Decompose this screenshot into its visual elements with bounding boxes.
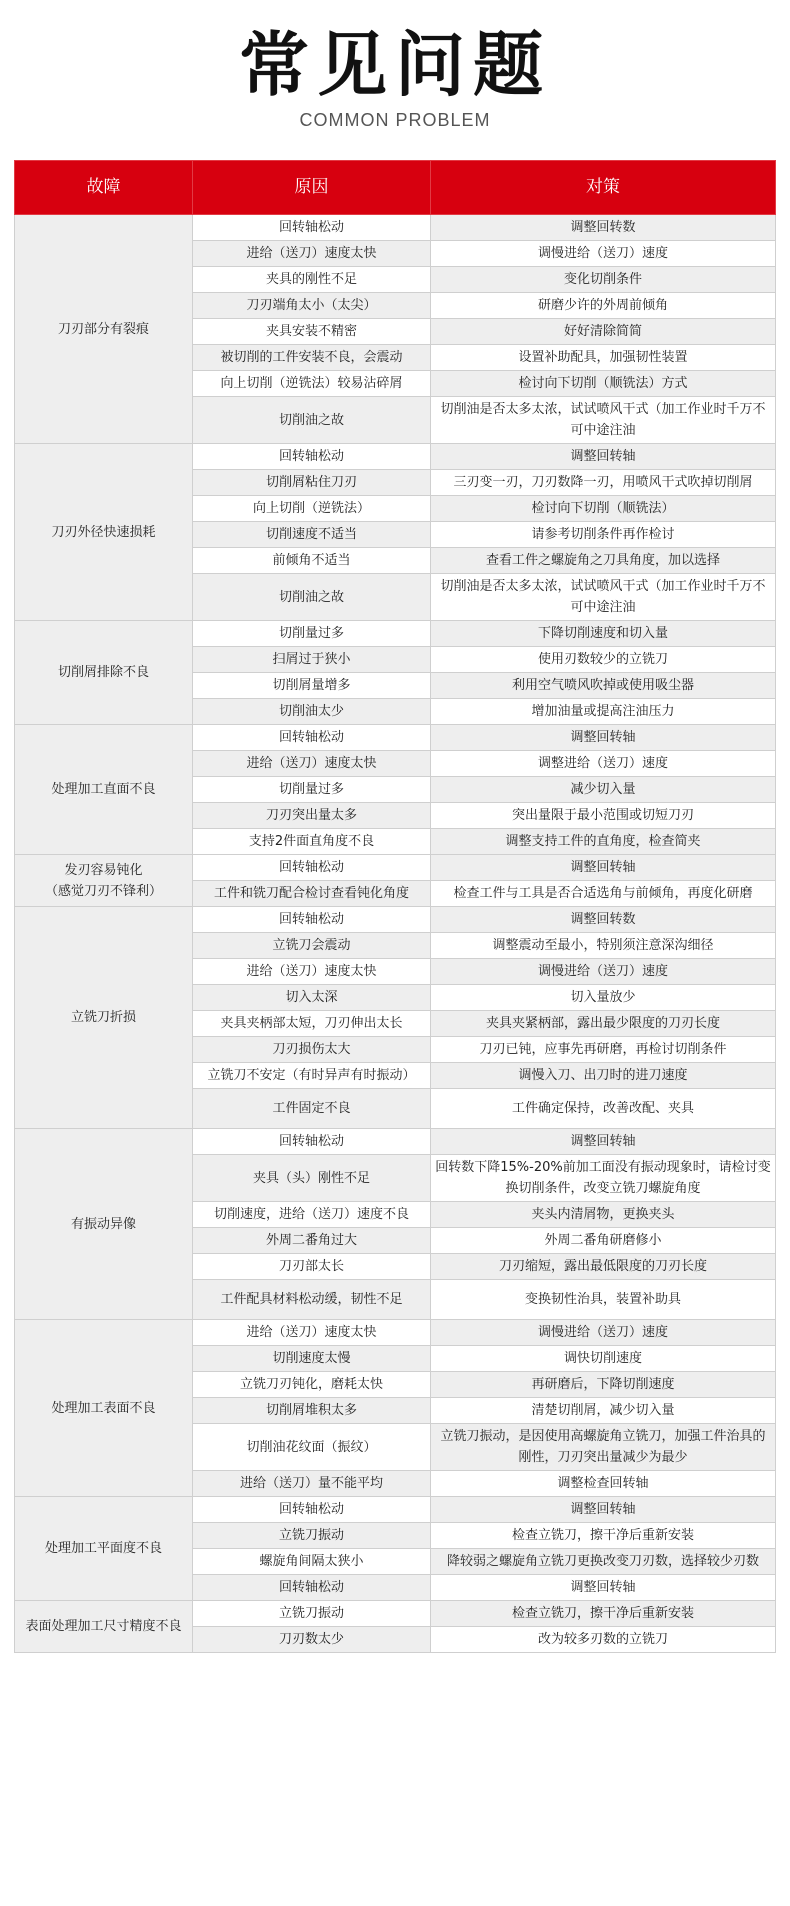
solution-cell: 调整回转轴 — [431, 725, 776, 751]
cause-cell: 夹具的刚性不足 — [193, 267, 431, 293]
solution-cell: 刀刃缩短，露出最低限度的刀刃长度 — [431, 1254, 776, 1280]
solution-cell: 使用刃数较少的立铣刀 — [431, 647, 776, 673]
cause-cell: 立铣刀刃钝化，磨耗太快 — [193, 1372, 431, 1398]
cause-cell: 工件和铣刀配合检讨查看钝化角度 — [193, 881, 431, 907]
solution-cell: 检查立铣刀，擦干净后重新安装 — [431, 1523, 776, 1549]
cause-cell: 夹具（头）刚性不足 — [193, 1155, 431, 1202]
cause-cell: 向上切削（逆铣法）较易沾碎屑 — [193, 371, 431, 397]
cause-cell: 刀刃部太长 — [193, 1254, 431, 1280]
cause-cell: 被切削的工件安装不良，会震动 — [193, 345, 431, 371]
cause-cell: 切削屑堆积太多 — [193, 1398, 431, 1424]
solution-cell: 调整回转轴 — [431, 444, 776, 470]
cause-cell: 切削油之故 — [193, 397, 431, 444]
solution-cell: 切削油是否太多太浓，试试喷风干式（加工作业时千万不可中途注油 — [431, 397, 776, 444]
cause-cell: 工件配具材料松动缓，韧性不足 — [193, 1280, 431, 1320]
table-body — [15, 215, 776, 1653]
cause-cell: 刀刃突出量太多 — [193, 803, 431, 829]
cause-cell: 外周二番角过大 — [193, 1228, 431, 1254]
solution-cell: 回转数下降15%-20%前加工面没有振动现象时，请检讨变换切削条件，改变立铣刀螺旋角度 — [431, 1155, 776, 1202]
cause-cell: 进给（送刀）速度太快 — [193, 1320, 431, 1346]
cause-cell: 立铣刀会震动 — [193, 933, 431, 959]
cause-cell: 回转轴松动 — [193, 1497, 431, 1523]
fault-cell: 处理加工表面不良 — [15, 1320, 193, 1497]
solution-cell: 工件确定保持，改善改配、夹具 — [431, 1089, 776, 1129]
column-header-cause: 原因 — [193, 161, 431, 215]
cause-cell: 切削屑量增多 — [193, 673, 431, 699]
cause-cell: 支持2件面直角度不良 — [193, 829, 431, 855]
solution-cell: 变化切削条件 — [431, 267, 776, 293]
cause-cell: 进给（送刀）速度太快 — [193, 959, 431, 985]
table-row — [15, 215, 776, 241]
cause-cell: 切削油之故 — [193, 574, 431, 621]
cause-cell: 回转轴松动 — [193, 725, 431, 751]
solution-cell: 调慢进给（送刀）速度 — [431, 1320, 776, 1346]
cause-cell: 前倾角不适当 — [193, 548, 431, 574]
cause-cell: 刀刃数太少 — [193, 1627, 431, 1653]
cause-cell: 立铣刀不安定（有时异声有时振动） — [193, 1063, 431, 1089]
solution-cell: 切入量放少 — [431, 985, 776, 1011]
solution-cell: 调整回转轴 — [431, 1129, 776, 1155]
solution-cell: 三刃变一刃，刀刃数降一刃，用喷风干式吹掉切削屑 — [431, 470, 776, 496]
cause-cell: 立铣刀振动 — [193, 1601, 431, 1627]
solution-cell: 清楚切削屑，减少切入量 — [431, 1398, 776, 1424]
table-row — [15, 1320, 776, 1346]
solution-cell: 突出量限于最小范围或切短刀刃 — [431, 803, 776, 829]
solution-cell: 调整回转数 — [431, 215, 776, 241]
solution-cell: 调整进给（送刀）速度 — [431, 751, 776, 777]
table-row — [15, 1129, 776, 1155]
solution-cell: 外周二番角研磨修小 — [431, 1228, 776, 1254]
cause-cell: 切削油花纹面（振纹） — [193, 1424, 431, 1471]
solution-cell: 切削油是否太多太浓，试试喷风干式（加工作业时千万不可中途注油 — [431, 574, 776, 621]
fault-cell: 切削屑排除不良 — [15, 621, 193, 725]
table-row — [15, 1497, 776, 1523]
cause-cell: 切削速度不适当 — [193, 522, 431, 548]
page-header — [0, 0, 790, 160]
table-row — [15, 444, 776, 470]
solution-cell: 请参考切削条件再作检讨 — [431, 522, 776, 548]
cause-cell: 螺旋角间隔太狭小 — [193, 1549, 431, 1575]
solution-cell: 增加油量或提高注油压力 — [431, 699, 776, 725]
solution-cell: 检查工件与工具是否合适选角与前倾角，再度化研磨 — [431, 881, 776, 907]
cause-cell: 切削速度太慢 — [193, 1346, 431, 1372]
cause-cell: 切削屑粘住刀刃 — [193, 470, 431, 496]
fault-cell: 处理加工直面不良 — [15, 725, 193, 855]
column-header-solution: 对策 — [431, 161, 776, 215]
cause-cell: 回转轴松动 — [193, 855, 431, 881]
cause-cell: 进给（送刀）速度太快 — [193, 241, 431, 267]
cause-cell: 立铣刀振动 — [193, 1523, 431, 1549]
solution-cell: 研磨少许的外周前倾角 — [431, 293, 776, 319]
cause-cell: 进给（送刀）速度太快 — [193, 751, 431, 777]
solution-cell: 好好清除简简 — [431, 319, 776, 345]
table-row — [15, 907, 776, 933]
fault-cell: 处理加工平面度不良 — [15, 1497, 193, 1601]
cause-cell: 进给（送刀）量不能平均 — [193, 1471, 431, 1497]
solution-cell: 利用空气喷风吹掉或使用吸尘器 — [431, 673, 776, 699]
solution-cell: 调整回转轴 — [431, 855, 776, 881]
column-header-fault: 故障 — [15, 161, 193, 215]
solution-cell: 调慢入刀、出刀时的进刀速度 — [431, 1063, 776, 1089]
cause-cell: 回转轴松动 — [193, 907, 431, 933]
solution-cell: 查看工件之螺旋角之刀具角度，加以选择 — [431, 548, 776, 574]
header-row — [15, 161, 776, 215]
cause-cell: 扫屑过于狭小 — [193, 647, 431, 673]
table-row — [15, 1601, 776, 1627]
fault-cell: 有振动异像 — [15, 1129, 193, 1320]
faq-table — [14, 160, 776, 1653]
cause-cell: 向上切削（逆铣法） — [193, 496, 431, 522]
solution-cell: 刀刃已钝，应事先再研磨，再检讨切削条件 — [431, 1037, 776, 1063]
solution-cell: 调慢进给（送刀）速度 — [431, 241, 776, 267]
fault-cell: 刀刃部分有裂痕 — [15, 215, 193, 444]
solution-cell: 调整回转轴 — [431, 1575, 776, 1601]
solution-cell: 减少切入量 — [431, 777, 776, 803]
table-row — [15, 855, 776, 881]
solution-cell: 检讨向下切削（顺铣法）方式 — [431, 371, 776, 397]
table-header — [15, 161, 776, 215]
table-row — [15, 725, 776, 751]
fault-cell: 立铣刀折损 — [15, 907, 193, 1129]
solution-cell: 调整震动至最小，特别须注意深沟细径 — [431, 933, 776, 959]
cause-cell: 刀刃损伤太大 — [193, 1037, 431, 1063]
solution-cell: 变换韧性治具，装置补助具 — [431, 1280, 776, 1320]
solution-cell: 调整回转数 — [431, 907, 776, 933]
cause-cell: 夹具夹柄部太短，刀刃伸出太长 — [193, 1011, 431, 1037]
solution-cell: 改为较多刃数的立铣刀 — [431, 1627, 776, 1653]
solution-cell: 调快切削速度 — [431, 1346, 776, 1372]
solution-cell: 立铣刀振动，是因使用高螺旋角立铣刀，加强工件治具的刚性，刀刃突出量减少为最少 — [431, 1424, 776, 1471]
solution-cell: 调慢进给（送刀）速度 — [431, 959, 776, 985]
solution-cell: 调整检查回转轴 — [431, 1471, 776, 1497]
cause-cell: 刀刃端角太小（太尖） — [193, 293, 431, 319]
solution-cell: 调整支持工件的直角度，检查简夹 — [431, 829, 776, 855]
cause-cell: 切削油太少 — [193, 699, 431, 725]
solution-cell: 设置补助配具，加强韧性装置 — [431, 345, 776, 371]
solution-cell: 降较弱之螺旋角立铣刀更换改变刀刃数，选择较少刃数 — [431, 1549, 776, 1575]
cause-cell: 回转轴松动 — [193, 215, 431, 241]
cause-cell: 工件固定不良 — [193, 1089, 431, 1129]
cause-cell: 切削量过多 — [193, 777, 431, 803]
solution-cell: 夹具夹紧柄部，露出最少限度的刀刃长度 — [431, 1011, 776, 1037]
page-title: 常见问题 — [239, 24, 551, 106]
fault-cell: 发刃容易钝化 （感觉刀刃不锋利） — [15, 855, 193, 907]
page-subtitle: COMMON PROBLEM — [299, 110, 491, 130]
cause-cell: 夹具安装不精密 — [193, 319, 431, 345]
table-row — [15, 621, 776, 647]
cause-cell: 回转轴松动 — [193, 1575, 431, 1601]
cause-cell: 回转轴松动 — [193, 1129, 431, 1155]
solution-cell: 检查立铣刀，擦干净后重新安装 — [431, 1601, 776, 1627]
solution-cell: 下降切削速度和切入量 — [431, 621, 776, 647]
cause-cell: 切入太深 — [193, 985, 431, 1011]
fault-cell: 刀刃外径快速损耗 — [15, 444, 193, 621]
solution-cell: 再研磨后，下降切削速度 — [431, 1372, 776, 1398]
cause-cell: 切削量过多 — [193, 621, 431, 647]
solution-cell: 检讨向下切削（顺铣法） — [431, 496, 776, 522]
cause-cell: 回转轴松动 — [193, 444, 431, 470]
solution-cell: 调整回转轴 — [431, 1497, 776, 1523]
fault-cell: 表面处理加工尺寸精度不良 — [15, 1601, 193, 1653]
solution-cell: 夹头内清屑物，更换夹头 — [431, 1202, 776, 1228]
cause-cell: 切削速度，进给（送刀）速度不良 — [193, 1202, 431, 1228]
